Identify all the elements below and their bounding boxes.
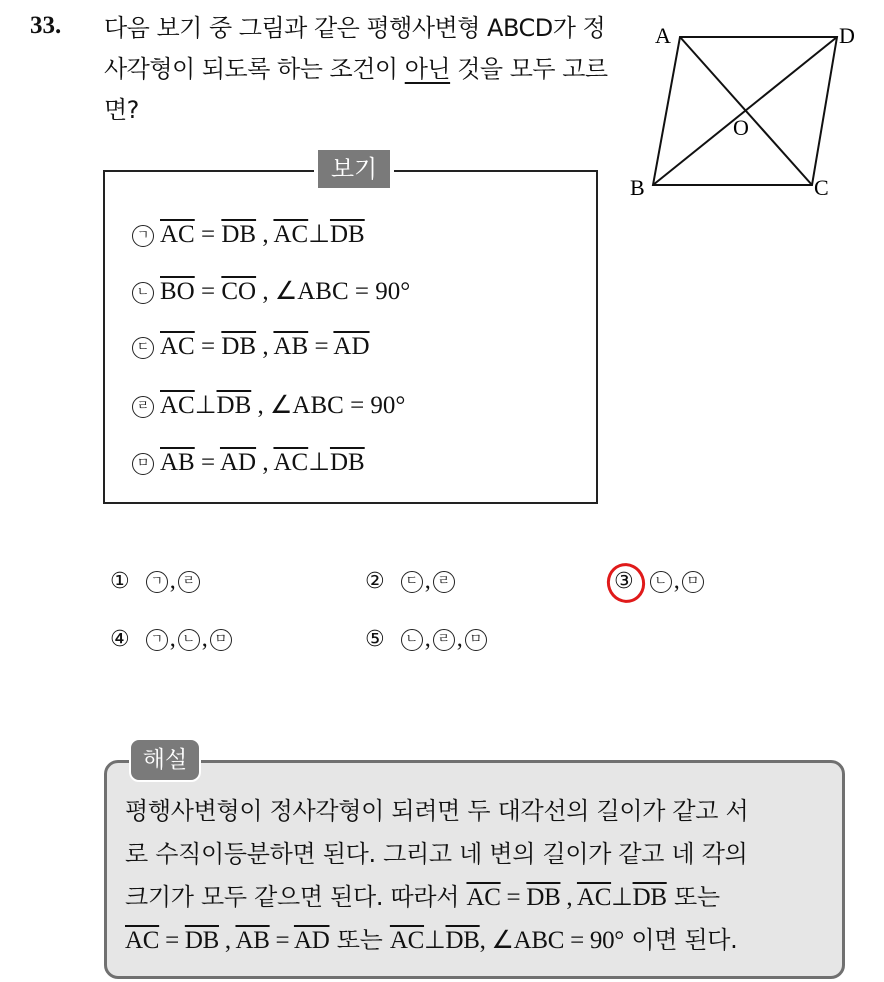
operator: = (308, 333, 334, 360)
marker-circle: ㄴ (401, 629, 423, 651)
label-d: D (839, 23, 855, 48)
solution-text-span: 또는 (666, 883, 720, 911)
segment: $\overline{AC}$ (273, 221, 309, 248)
segment: $\overline{AC}$ (389, 927, 425, 954)
separator: , (256, 333, 274, 360)
segment: $\overline{DB}$ (221, 333, 257, 360)
segment: $\overline{AC}$ (160, 392, 195, 419)
operator: ⊥ (611, 884, 633, 911)
label-c: C (814, 175, 829, 200)
segment: $\overline{DB}$ (329, 449, 365, 476)
segment: $\overline{DB}$ (632, 884, 667, 911)
segment: $\overline{AD}$ (219, 449, 257, 476)
separator: , (256, 449, 274, 476)
choice-number: ② (365, 569, 385, 594)
question-number: 33. (30, 12, 62, 39)
choice-3[interactable]: ③ ㄴ , ㅁ (614, 568, 706, 595)
bogi-item-1 (132, 219, 365, 249)
segment: $\overline{AB}$ (160, 449, 195, 476)
segment: $\overline{AC}$ (160, 333, 195, 360)
choice-2[interactable]: ② ㄷ , ㄹ (365, 568, 457, 595)
marker-circle: ㄴ (132, 282, 154, 304)
solution-line-1: 평행사변형이 정사각형이 되려면 두 대각선의 길이가 같고 서 (125, 797, 749, 825)
marker-circle: ㄹ (433, 571, 455, 593)
operator: = (269, 927, 294, 954)
segment: $\overline{DB}$ (216, 392, 252, 419)
segment: $\overline{BO}$ (160, 278, 195, 305)
solution-line-4 (125, 919, 830, 962)
bogi-title: 보기 (314, 150, 394, 188)
operator: = (500, 884, 527, 911)
choice-number: ⑤ (365, 627, 385, 652)
marker-circle: ㄷ (132, 337, 154, 359)
parallelogram-figure (620, 15, 855, 200)
operator: ⊥ (308, 449, 330, 476)
marker-circle: ㄱ (146, 629, 168, 651)
segment: $\overline{AD}$ (293, 927, 330, 954)
segment: $\overline{DB}$ (445, 927, 480, 954)
separator: , (256, 221, 274, 248)
question-text (104, 8, 624, 131)
question-text-before: 다음 보기 중 그림과 같은 평행사변형 ABCD가 정사각형이 되도록 하는 조건이 (104, 14, 606, 83)
solution-line-3 (125, 876, 830, 919)
segment: $\overline{AB}$ (273, 333, 309, 360)
angle-condition: , ∠ABC = 90° (479, 927, 624, 954)
choice-number: ④ (110, 627, 130, 652)
answer-red-circle (601, 558, 650, 609)
bogi-item-4 (132, 390, 405, 420)
separator: , (218, 927, 236, 954)
choice-4[interactable]: ④ ㄱ , ㄴ , ㅁ (110, 626, 234, 653)
segment: $\overline{AC}$ (160, 221, 195, 248)
solution-line-2: 로 수직이등분하면 된다. 그리고 네 변의 길이가 같고 네 각의 (125, 840, 748, 868)
marker-circle: ㅁ (682, 571, 704, 593)
marker-circle: ㄷ (401, 571, 423, 593)
choice-5[interactable]: ⑤ ㄴ , ㄹ , ㅁ (365, 626, 489, 653)
diagonal-bd (653, 37, 837, 185)
choice-number: ③ (614, 569, 634, 594)
solution-title: 해설 (129, 738, 201, 782)
separator: , (251, 392, 270, 419)
operator: = (159, 927, 185, 954)
operator: = (194, 449, 220, 476)
label-o: O (733, 115, 749, 140)
angle-condition: ∠ABC = 90° (274, 278, 411, 305)
operator: ⊥ (308, 221, 330, 248)
solution-text-span: 크기가 모두 같으면 된다. 따라서 (125, 883, 467, 911)
marker-circle: ㄴ (178, 629, 200, 651)
operator: = (194, 333, 222, 360)
operator: ⊥ (194, 392, 217, 419)
bogi-item-3 (132, 333, 370, 361)
segment: $\overline{DB}$ (221, 221, 257, 248)
segment: $\overline{AC}$ (466, 884, 501, 911)
operator: = (194, 221, 222, 248)
marker-circle: ㅁ (132, 453, 154, 475)
bogi-item-2 (132, 276, 410, 306)
angle-condition: ∠ABC = 90° (270, 392, 406, 419)
solution-text-span: 또는 (329, 926, 390, 954)
question-underlined-word: 아닌 (404, 55, 451, 83)
marker-circle: ㄱ (146, 571, 168, 593)
choice-number: ① (110, 569, 130, 594)
marker-circle: ㄱ (132, 225, 154, 247)
marker-circle: ㅁ (210, 629, 232, 651)
segment: $\overline{DB}$ (184, 927, 219, 954)
choice-1[interactable]: ① ㄱ , ㄹ (110, 568, 202, 595)
marker-circle: ㄴ (650, 571, 672, 593)
solution-text (125, 790, 830, 962)
marker-circle: ㅁ (465, 629, 487, 651)
operator: = (194, 278, 222, 305)
segment: $\overline{AC}$ (576, 884, 612, 911)
segment: $\overline{CO}$ (221, 278, 257, 305)
question-text-after: 것을 모두 고르면? (104, 55, 608, 124)
label-b: B (630, 175, 645, 200)
segment: $\overline{DB}$ (526, 884, 561, 911)
segment: $\overline{AB}$ (235, 927, 270, 954)
marker-circle: ㄹ (132, 396, 154, 418)
bogi-item-5 (132, 447, 365, 477)
marker-circle: ㄹ (178, 571, 200, 593)
separator: , (256, 278, 275, 305)
segment: $\overline{AC}$ (125, 927, 160, 954)
marker-circle: ㄹ (433, 629, 455, 651)
segment: $\overline{AD}$ (333, 333, 370, 360)
segment: $\overline{DB}$ (329, 221, 365, 248)
separator: , (560, 884, 577, 911)
segment: $\overline{AC}$ (273, 449, 309, 476)
label-a: A (655, 23, 671, 48)
solution-text-span: 이면 된다. (623, 926, 738, 954)
operator: ⊥ (424, 927, 446, 954)
